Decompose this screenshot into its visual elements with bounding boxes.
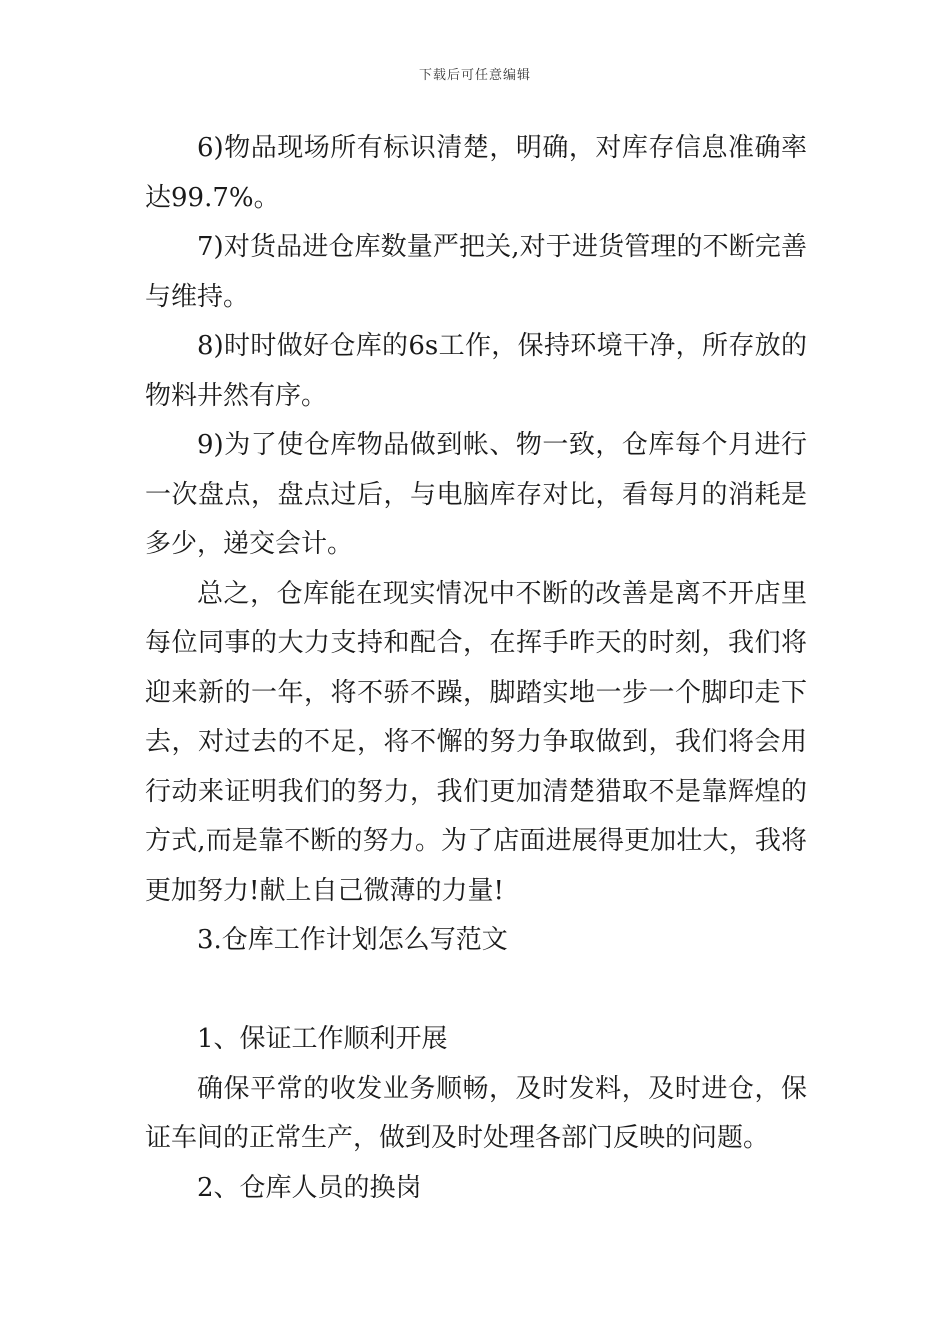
paragraph-subheading-1-body: 确保平常的收发业务顺畅，及时发料，及时进仓，保证车间的正常生产，做到及时处理各部门反映的问题。 — [145, 1073, 807, 1153]
subheading-2: 2、仓库人员的换岗 — [197, 1172, 422, 1203]
paragraph-item-6: 6)物品现场所有标识清楚，明确，对库存信息准确率达99.7%。 — [145, 133, 807, 213]
paragraph-item-7: 7)对货品进仓库数量严把关,对于进货管理的不断完善与维持。 — [145, 232, 807, 312]
subheading-1: 1、保证工作顺利开展 — [197, 1024, 448, 1054]
paragraph-item-8: 8)时时做好仓库的6s工作，保持环境干净，所存放的物料井然有序。 — [145, 331, 807, 411]
section-heading: 3.仓库工作计划怎么写范文 — [197, 925, 508, 955]
document-body — [145, 124, 807, 1213]
paragraph-item-9: 9)为了使仓库物品做到帐、物一致，仓库每个月进行一次盘点，盘点过后，与电脑库存对比，看每月的消耗是多少，递交会计。 — [145, 430, 807, 559]
paragraph-summary: 总之，仓库能在现实情况中不断的改善是离不开店里每位同事的大力支持和配合，在挥手昨天的时刻，我们将迎来新的一年，将不骄不躁，脚踏实地一步一个脚印走下去，对过去的不足，将不懈的努力争取做到，我们将会用行动来证明我们的努力，我们更加清楚猎取不是靠辉煌的方式,而是靠不断的努力。为了店面进展得更加壮大，我将更加努力!献上自己微薄的力量! — [145, 578, 807, 906]
page-header: 下载后可任意编辑 — [418, 68, 531, 83]
blank-line — [145, 966, 807, 1016]
